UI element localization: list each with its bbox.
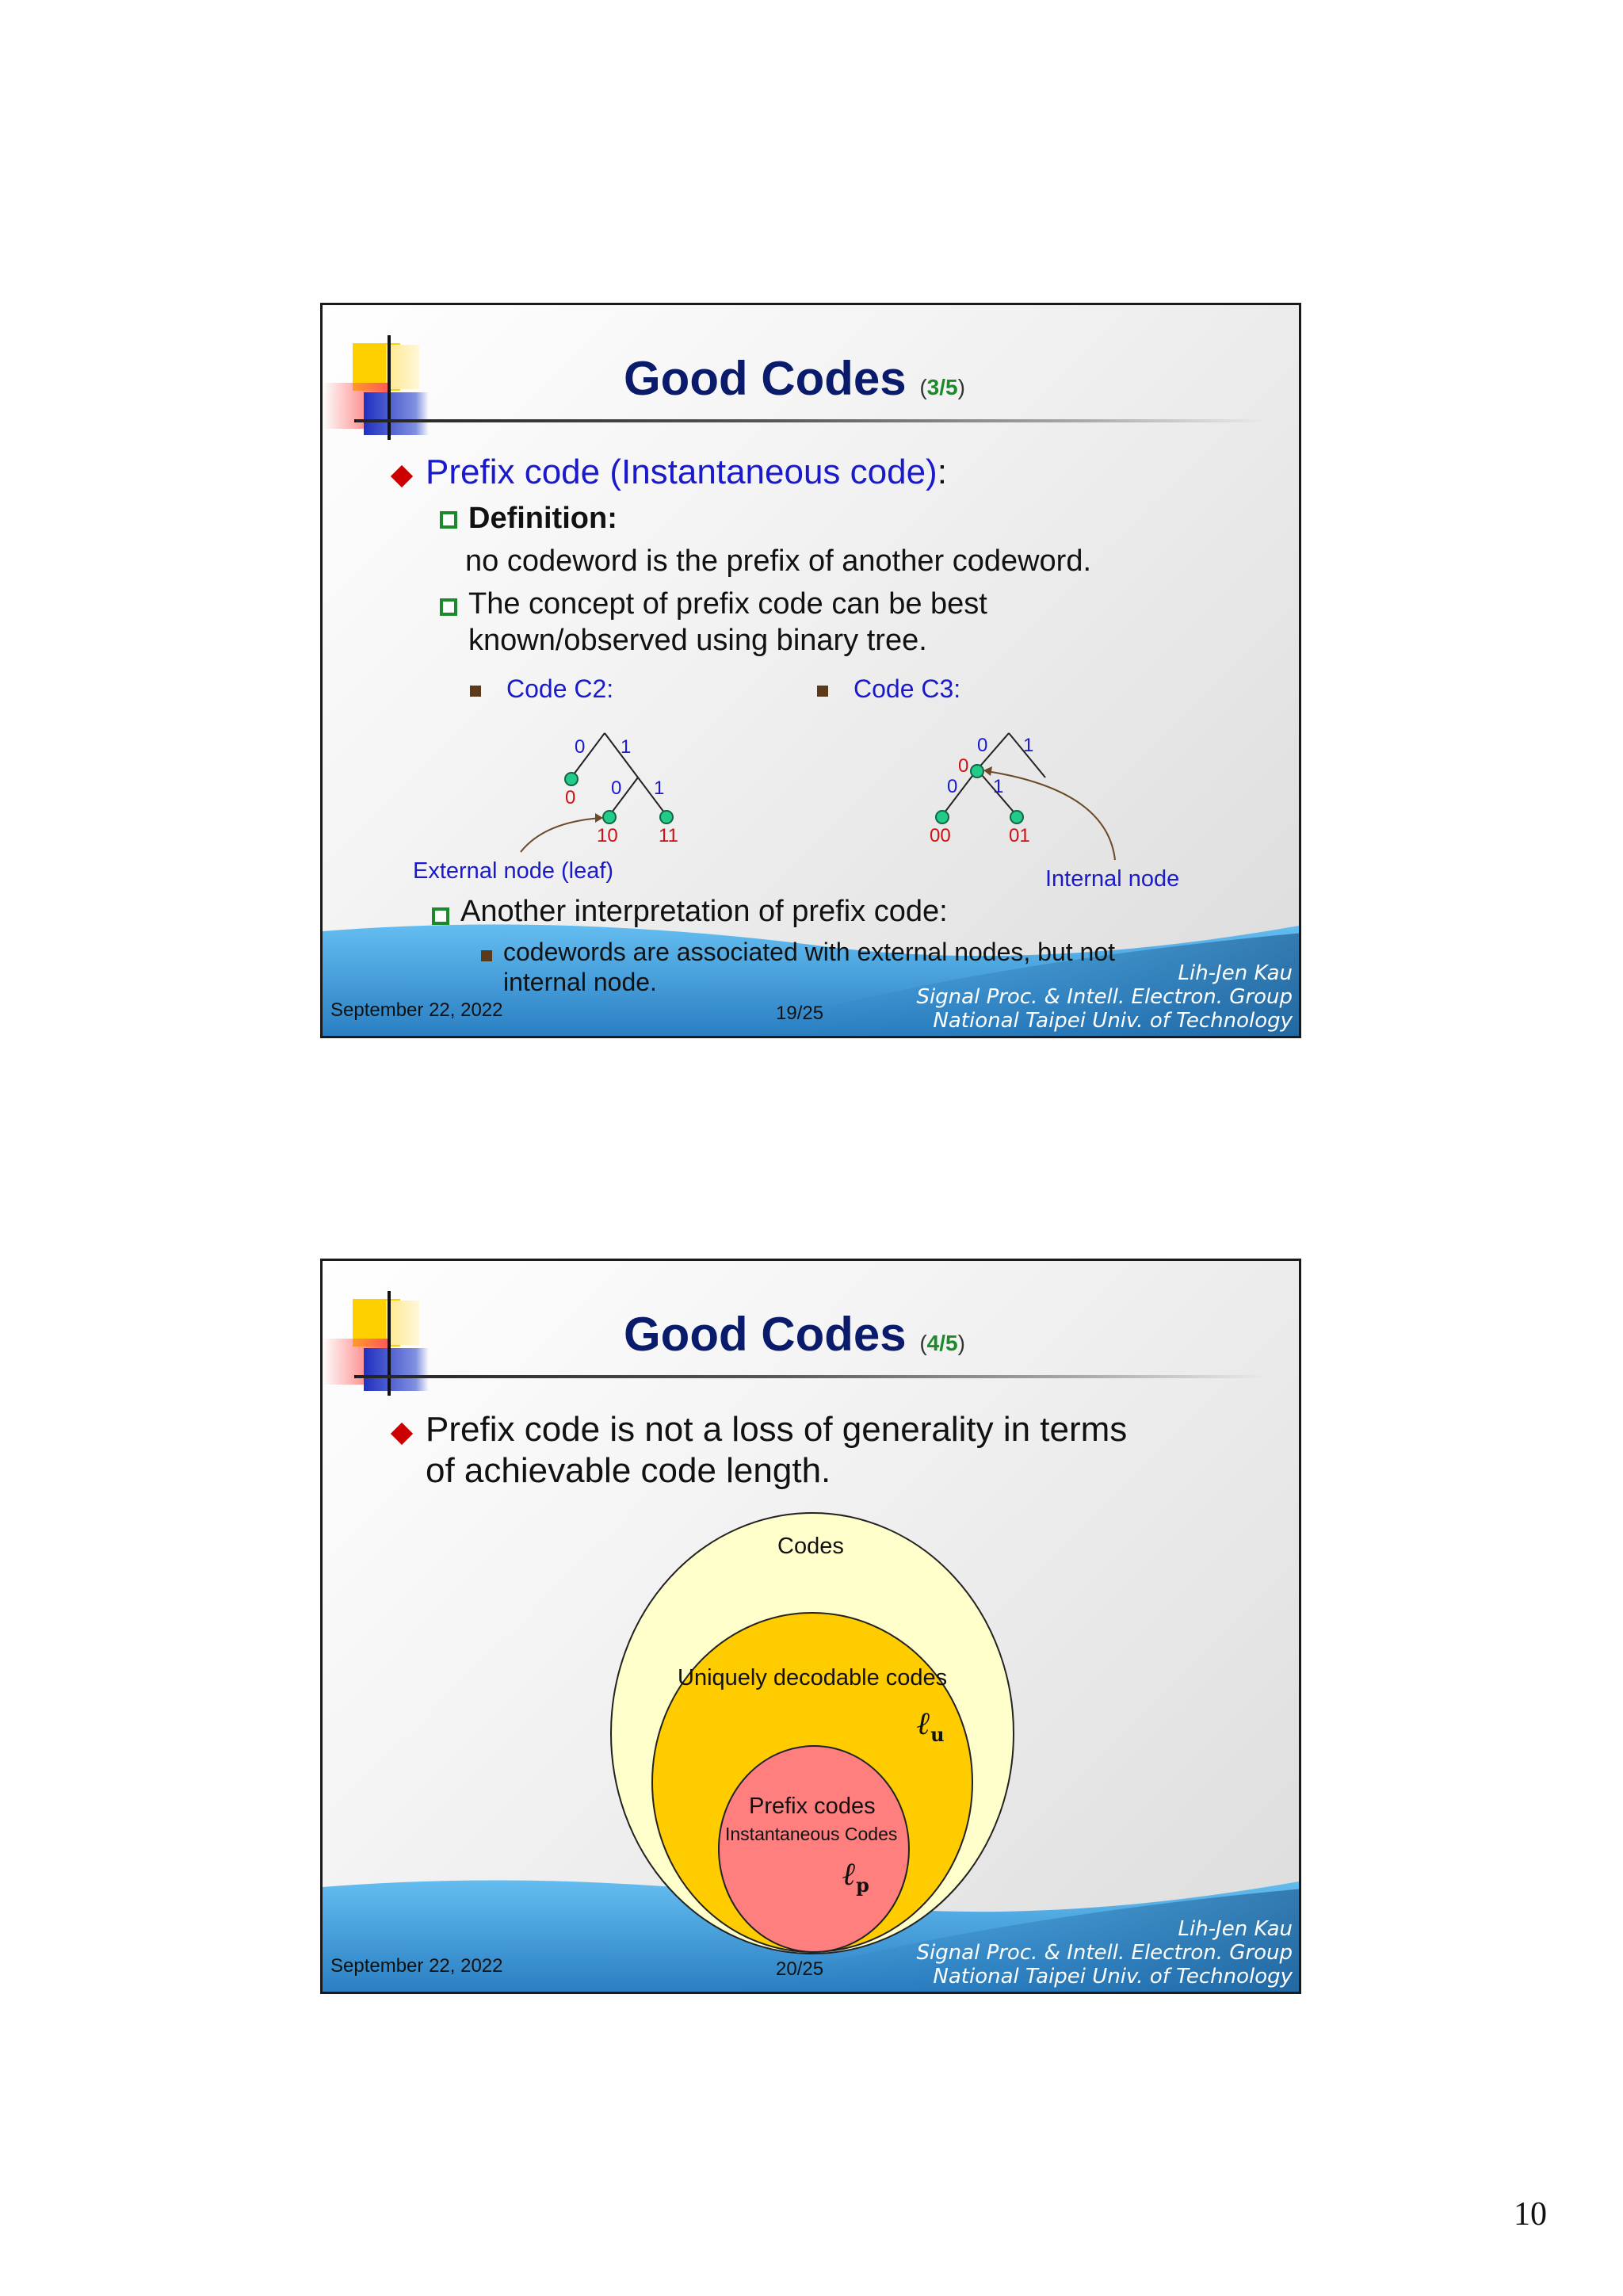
definition-text: no codeword is the prefix of another codeword.: [465, 544, 1092, 578]
tree-c3-internal-codeword: 0: [958, 755, 969, 777]
venn-label-ud-codes: Uniquely decodable codes: [678, 1665, 948, 1690]
venn-label-codes: Codes: [777, 1534, 844, 1559]
internal-node-arrow: [987, 771, 1115, 860]
footer-page-number: 20/25: [776, 1958, 824, 1980]
footer-affiliation: [916, 1917, 1293, 1988]
tree-c2-edge-label: 1: [654, 777, 665, 799]
tree-c2-codeword: 0: [565, 787, 576, 808]
concept-line-1: The concept of prefix code can be best: [468, 587, 987, 621]
sub-bullet-line-1: codewords are associated with external nodes, but not: [503, 938, 1116, 966]
tree-c3-edge-label: 0: [947, 776, 958, 797]
tree-c3-edge-label: 1: [1023, 735, 1034, 756]
slide-19: [320, 303, 1301, 1038]
footer-date: September 22, 2022: [330, 1955, 503, 1977]
footer-affiliation: [916, 961, 1293, 1033]
external-node-arrow: [521, 818, 601, 852]
bullet-line-2: of achievable code length.: [426, 1451, 831, 1490]
tree-c2-node-11: [660, 811, 673, 823]
footer-university: National Taipei Univ. of Technology: [933, 1009, 1293, 1033]
venn-label-instantaneous: Instantaneous Codes: [725, 1824, 898, 1844]
tree-c2-edge-label: 1: [621, 736, 632, 758]
footer-date: September 22, 2022: [330, 999, 503, 1021]
tree-c3-node-00: [936, 811, 949, 823]
tree-c2-edge-label: 0: [611, 777, 622, 799]
tree-c3-edge-label: 1: [993, 776, 1004, 797]
concept-line-2: known/observed using binary tree.: [468, 624, 927, 657]
footer-author: Lih-Jen Kau: [1178, 1917, 1293, 1941]
sub-bullet-line-2: internal node.: [503, 968, 657, 996]
venn-label-lp: ℓ$_p$: [842, 1855, 869, 1897]
tree-c2-codeword: 10: [597, 825, 618, 846]
another-interpretation: Another interpretation of prefix code:: [460, 895, 948, 928]
footer-group: Signal Proc. & Intell. Electron. Group: [916, 1941, 1293, 1965]
tree-c2-codeword: 11: [659, 825, 678, 846]
bullet-line-1: Prefix code is not a loss of generality in terms: [426, 1410, 1128, 1449]
tree-c3-node-01: [1010, 811, 1023, 823]
footer-group: Signal Proc. & Intell. Electron. Group: [916, 985, 1293, 1009]
tree-c2-node-10: [603, 811, 616, 823]
venn-diagram-lower: [323, 1261, 1301, 1994]
small-square-bullet-icon: [481, 950, 492, 961]
footer-author: Lih-Jen Kau: [1178, 961, 1293, 985]
slide-title: Good Codes (4/5): [624, 1308, 965, 1361]
code-c2-label: Code C2:: [506, 674, 614, 703]
tree-c3-codeword: 01: [1009, 825, 1030, 846]
tree-c3-edge-label: 0: [977, 735, 988, 756]
tree-c3-internal-node: [971, 765, 983, 777]
venn-label-prefix-codes: Prefix codes: [749, 1794, 876, 1819]
tree-c2-node-0: [565, 773, 578, 785]
tree-c2-edge-label: 0: [575, 736, 586, 758]
tree-c2: [571, 733, 666, 816]
code-c3-label: Code C3:: [854, 674, 961, 703]
internal-node-label: Internal node: [1045, 866, 1180, 892]
square-bullet-icon: [432, 907, 449, 925]
footer-page-number: 19/25: [776, 1003, 824, 1024]
venn-label-lu: ℓ$_u$: [917, 1705, 945, 1746]
definition-label: Definition:: [468, 502, 617, 535]
slide-20: [320, 1259, 1301, 1994]
external-node-label: External node (leaf): [413, 858, 614, 884]
tree-c3-codeword: 00: [930, 825, 951, 846]
slide-title: Good Codes (3/5): [624, 352, 965, 405]
bullet-prefix-code: Prefix code (Instantaneous code):: [426, 453, 947, 491]
footer-university: National Taipei Univ. of Technology: [933, 1965, 1293, 1988]
page-number: 10: [1514, 2196, 1547, 2233]
